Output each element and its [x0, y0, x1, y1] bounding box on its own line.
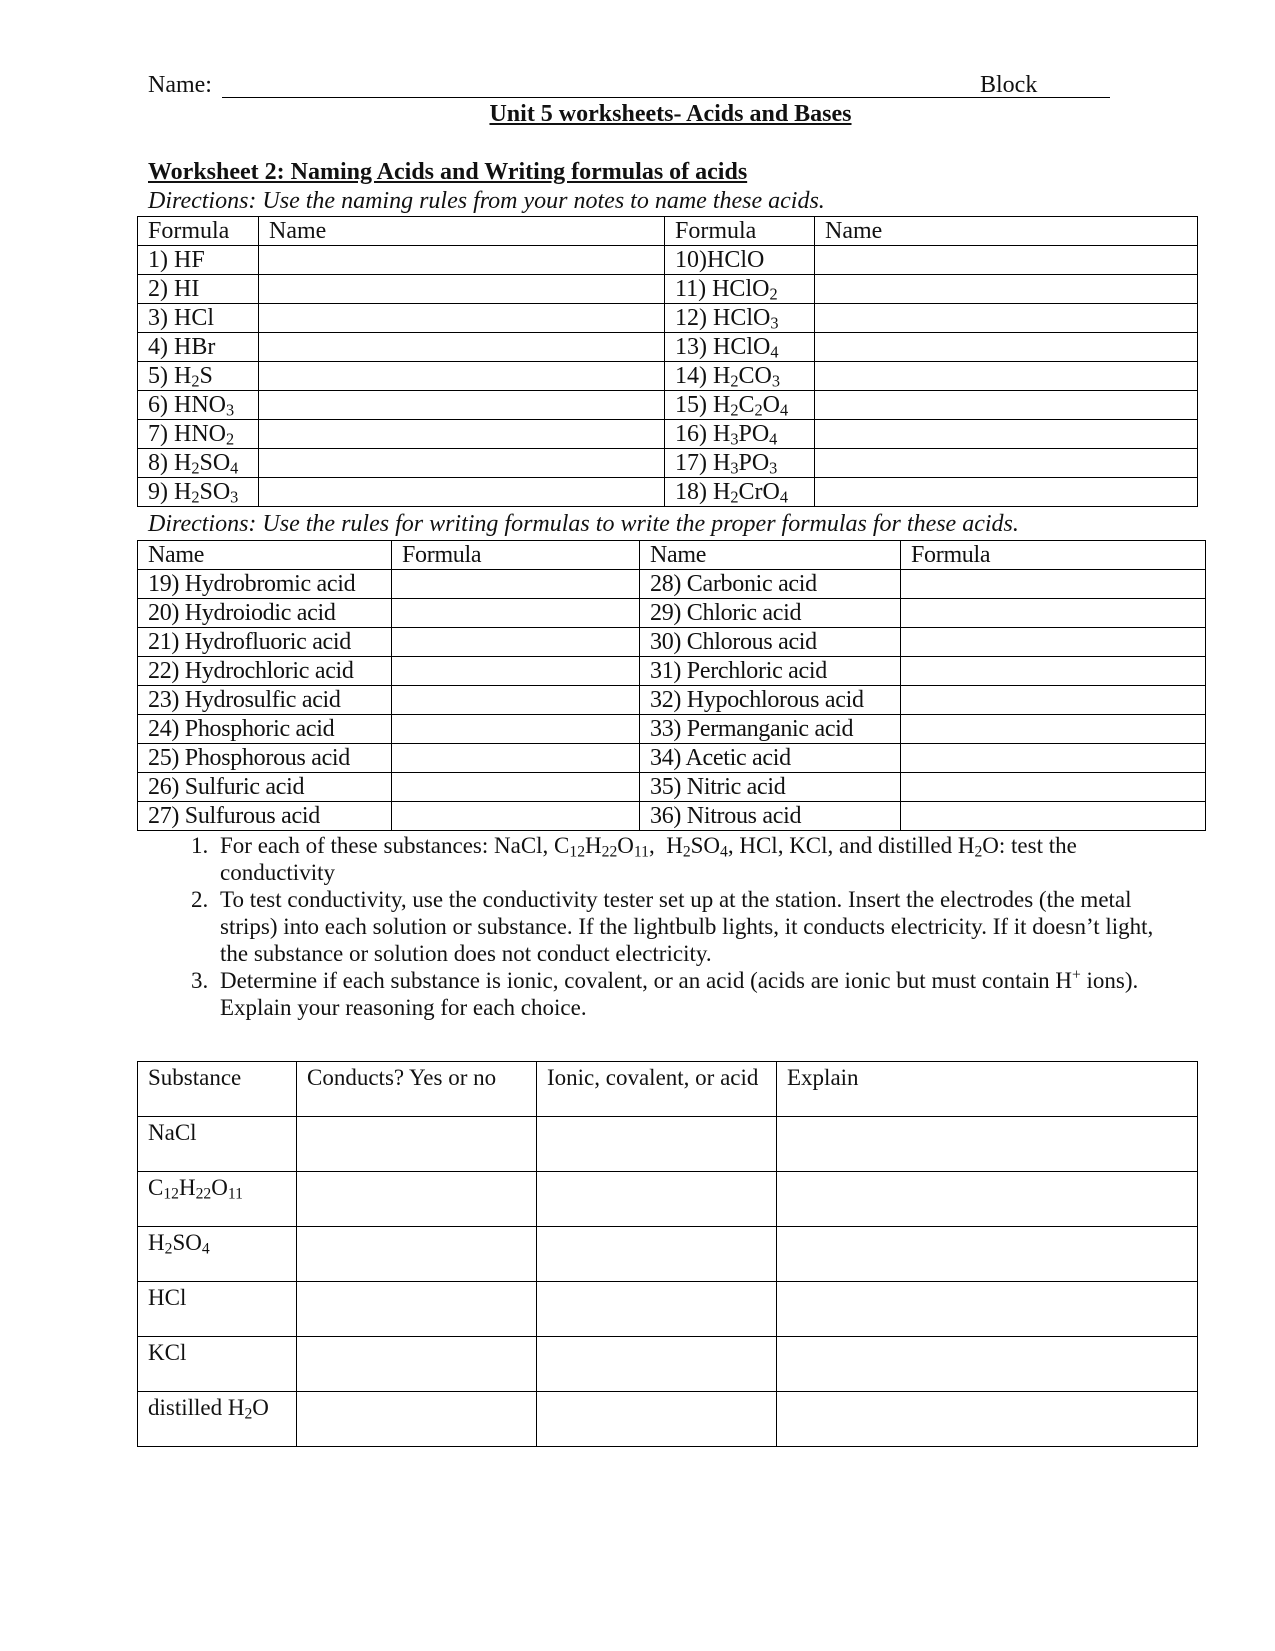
- acid-name-cell: 36) Nitrous acid: [640, 802, 901, 831]
- type-answer-cell[interactable]: [537, 1117, 777, 1172]
- acid-name-cell: 32) Hypochlorous acid: [640, 686, 901, 715]
- explain-answer-cell[interactable]: [777, 1282, 1198, 1337]
- column-header: Name: [259, 217, 665, 246]
- acid-name-cell: 20) Hydroiodic acid: [138, 599, 392, 628]
- column-header: Name: [640, 541, 901, 570]
- formula-cell: 16) $H_3PO_4$: [665, 420, 815, 449]
- table-row: [138, 362, 1198, 391]
- directions-formulas: Directions: Use the rules for writing formulas to write the proper formulas for these acids.: [148, 511, 1019, 537]
- table-row: [138, 628, 1206, 657]
- substance-cell: NaCl: [138, 1117, 297, 1172]
- name-answer-cell[interactable]: [259, 420, 665, 449]
- formula-cell: 3) HCl: [138, 304, 259, 333]
- formula-cell: 17) $H_3PO_3$: [665, 449, 815, 478]
- explain-answer-cell[interactable]: [777, 1392, 1198, 1447]
- column-header: Explain: [777, 1062, 1198, 1117]
- formula-cell: 10)HClO: [665, 246, 815, 275]
- formula-answer-cell[interactable]: [392, 773, 640, 802]
- acid-name-cell: 24) Phosphoric acid: [138, 715, 392, 744]
- name-answer-cell[interactable]: [259, 449, 665, 478]
- formula-answer-cell[interactable]: [901, 686, 1206, 715]
- column-header: Name: [138, 541, 392, 570]
- table-row: [138, 478, 1198, 507]
- name-answer-cell[interactable]: [259, 333, 665, 362]
- formula-answer-cell[interactable]: [392, 599, 640, 628]
- name-answer-cell[interactable]: [259, 362, 665, 391]
- table-row: [138, 802, 1206, 831]
- table-header-row: [138, 217, 1198, 246]
- name-answer-cell[interactable]: [815, 304, 1198, 333]
- acid-name-cell: 23) Hydrosulfic acid: [138, 686, 392, 715]
- formula-cell: 8) $H_2SO_4$: [138, 449, 259, 478]
- table-row: [138, 1282, 1198, 1337]
- formula-answer-cell[interactable]: [901, 570, 1206, 599]
- name-answer-cell[interactable]: [815, 246, 1198, 275]
- substance-cell: HCl: [138, 1282, 297, 1337]
- formula-answer-cell[interactable]: [392, 744, 640, 773]
- formula-answer-cell[interactable]: [901, 802, 1206, 831]
- formula-answer-cell[interactable]: [901, 657, 1206, 686]
- name-answer-cell[interactable]: [815, 362, 1198, 391]
- explain-answer-cell[interactable]: [777, 1172, 1198, 1227]
- type-answer-cell[interactable]: [537, 1337, 777, 1392]
- block-label: Block: [980, 72, 1038, 98]
- table-header-row: [138, 541, 1206, 570]
- name-answer-cell[interactable]: [815, 333, 1198, 362]
- type-answer-cell[interactable]: [537, 1227, 777, 1282]
- substance-cell: $C_{12}H_{22}O_{11}$: [138, 1172, 297, 1227]
- conducts-answer-cell[interactable]: [297, 1227, 537, 1282]
- step-1: 1. For each of these substances: NaCl, $C_{12}H_{22}O_{11}$, $H_2SO_4$, HCl, KCl, and distilled $H_2O$: test the conductivity: [214, 832, 1174, 886]
- name-label: Name:: [148, 72, 212, 98]
- conducts-answer-cell[interactable]: [297, 1392, 537, 1447]
- table-row: [138, 304, 1198, 333]
- type-answer-cell[interactable]: [537, 1172, 777, 1227]
- formula-cell: 11) HClO$_2$: [665, 275, 815, 304]
- acid-name-cell: 21) Hydrofluoric acid: [138, 628, 392, 657]
- acid-name-cell: 19) Hydrobromic acid: [138, 570, 392, 599]
- acid-name-cell: 27) Sulfurous acid: [138, 802, 392, 831]
- conducts-answer-cell[interactable]: [297, 1172, 537, 1227]
- explain-answer-cell[interactable]: [777, 1227, 1198, 1282]
- column-header: Formula: [392, 541, 640, 570]
- acid-name-cell: 34) Acetic acid: [640, 744, 901, 773]
- table-row: [138, 773, 1206, 802]
- acid-name-cell: 28) Carbonic acid: [640, 570, 901, 599]
- acid-name-cell: 33) Permanganic acid: [640, 715, 901, 744]
- formula-answer-cell[interactable]: [392, 657, 640, 686]
- formula-answer-cell[interactable]: [901, 715, 1206, 744]
- formula-answer-cell[interactable]: [392, 802, 640, 831]
- name-answer-cell[interactable]: [259, 275, 665, 304]
- table-header-row: [138, 1062, 1198, 1117]
- conductivity-instructions: [180, 832, 1174, 1021]
- formula-cell: 18) $H_2CrO_4$: [665, 478, 815, 507]
- table-row: [138, 1227, 1198, 1282]
- formula-cell: 9) $H_2SO_3$: [138, 478, 259, 507]
- table-row: [138, 1172, 1198, 1227]
- name-line: [222, 97, 1110, 98]
- formula-cell: 12) HClO$_3$: [665, 304, 815, 333]
- acid-name-cell: 29) Chloric acid: [640, 599, 901, 628]
- conducts-answer-cell[interactable]: [297, 1117, 537, 1172]
- formula-answer-cell[interactable]: [901, 773, 1206, 802]
- formula-cell: 2) HI: [138, 275, 259, 304]
- table-row: [138, 570, 1206, 599]
- formula-cell: 5) $H_2S$: [138, 362, 259, 391]
- worksheet-title: Worksheet 2: Naming Acids and Writing formulas of acids: [148, 159, 748, 185]
- formula-answer-cell[interactable]: [392, 570, 640, 599]
- naming-acids-table: [137, 216, 1198, 507]
- formula-cell: 4) HBr: [138, 333, 259, 362]
- type-answer-cell[interactable]: [537, 1392, 777, 1447]
- name-answer-cell[interactable]: [815, 478, 1198, 507]
- name-answer-cell[interactable]: [259, 304, 665, 333]
- table-row: [138, 686, 1206, 715]
- table-row: [138, 1392, 1198, 1447]
- table-row: [138, 420, 1198, 449]
- type-answer-cell[interactable]: [537, 1282, 777, 1337]
- acid-name-cell: 22) Hydrochloric acid: [138, 657, 392, 686]
- column-header: Name: [815, 217, 1198, 246]
- table-row: [138, 449, 1198, 478]
- formula-answer-cell[interactable]: [392, 686, 640, 715]
- substance-cell: distilled $H_2O$: [138, 1392, 297, 1447]
- column-header: Formula: [138, 217, 259, 246]
- table-row: [138, 744, 1206, 773]
- name-answer-cell[interactable]: [259, 478, 665, 507]
- conducts-answer-cell[interactable]: [297, 1337, 537, 1392]
- formula-answer-cell[interactable]: [901, 628, 1206, 657]
- formula-cell: 13) HClO$_4$: [665, 333, 815, 362]
- formula-cell: 1) HF: [138, 246, 259, 275]
- column-header: Conducts? Yes or no: [297, 1062, 537, 1117]
- formula-cell: 6) $HNO_3$: [138, 391, 259, 420]
- acid-name-cell: 26) Sulfuric acid: [138, 773, 392, 802]
- column-header: Formula: [665, 217, 815, 246]
- explain-answer-cell[interactable]: [777, 1337, 1198, 1392]
- table-row: [138, 333, 1198, 362]
- name-answer-cell[interactable]: [815, 391, 1198, 420]
- acid-name-cell: 30) Chlorous acid: [640, 628, 901, 657]
- table-row: [138, 391, 1198, 420]
- table-row: [138, 1117, 1198, 1172]
- step-2: 2. To test conductivity, use the conductivity tester set up at the station. Insert the electrodes (the metal strips) into each solution or substance. If the lightbulb lights, it conducts electricity. If it doesn’t light, the substance or solution does not conduct electricity.: [214, 886, 1174, 967]
- directions-naming: Directions: Use the naming rules from your notes to name these acids.: [148, 188, 825, 214]
- writing-formulas-table: [137, 540, 1206, 831]
- table-row: [138, 715, 1206, 744]
- substance-cell: $H_2SO_4$: [138, 1227, 297, 1282]
- table-row: [138, 275, 1198, 304]
- name-answer-cell[interactable]: [815, 420, 1198, 449]
- column-header: Formula: [901, 541, 1206, 570]
- formula-cell: 15) $H_2C_2O_4$: [665, 391, 815, 420]
- substance-cell: KCl: [138, 1337, 297, 1392]
- formula-answer-cell[interactable]: [392, 715, 640, 744]
- conductivity-table: [137, 1061, 1198, 1447]
- acid-name-cell: 31) Perchloric acid: [640, 657, 901, 686]
- formula-answer-cell[interactable]: [901, 599, 1206, 628]
- conducts-answer-cell[interactable]: [297, 1282, 537, 1337]
- acid-name-cell: 25) Phosphorous acid: [138, 744, 392, 773]
- column-header: Ionic, covalent, or acid: [537, 1062, 777, 1117]
- table-row: [138, 657, 1206, 686]
- formula-cell: 7) $HNO_2$: [138, 420, 259, 449]
- formula-cell: 14) $H_2CO_3$: [665, 362, 815, 391]
- name-answer-cell[interactable]: [259, 246, 665, 275]
- acid-name-cell: 35) Nitric acid: [640, 773, 901, 802]
- column-header: Substance: [138, 1062, 297, 1117]
- step-3: 3. Determine if each substance is ionic, covalent, or an acid (acids are ionic but must contain H+ ions). Explain your reasoning for each choice.: [214, 967, 1174, 1021]
- name-answer-cell[interactable]: [815, 275, 1198, 304]
- table-row: [138, 599, 1206, 628]
- name-answer-cell[interactable]: [815, 449, 1198, 478]
- explain-answer-cell[interactable]: [777, 1117, 1198, 1172]
- formula-answer-cell[interactable]: [901, 744, 1206, 773]
- page-title: Unit 5 worksheets- Acids and Bases: [489, 101, 852, 127]
- formula-answer-cell[interactable]: [392, 628, 640, 657]
- table-row: [138, 246, 1198, 275]
- name-answer-cell[interactable]: [259, 391, 665, 420]
- table-row: [138, 1337, 1198, 1392]
